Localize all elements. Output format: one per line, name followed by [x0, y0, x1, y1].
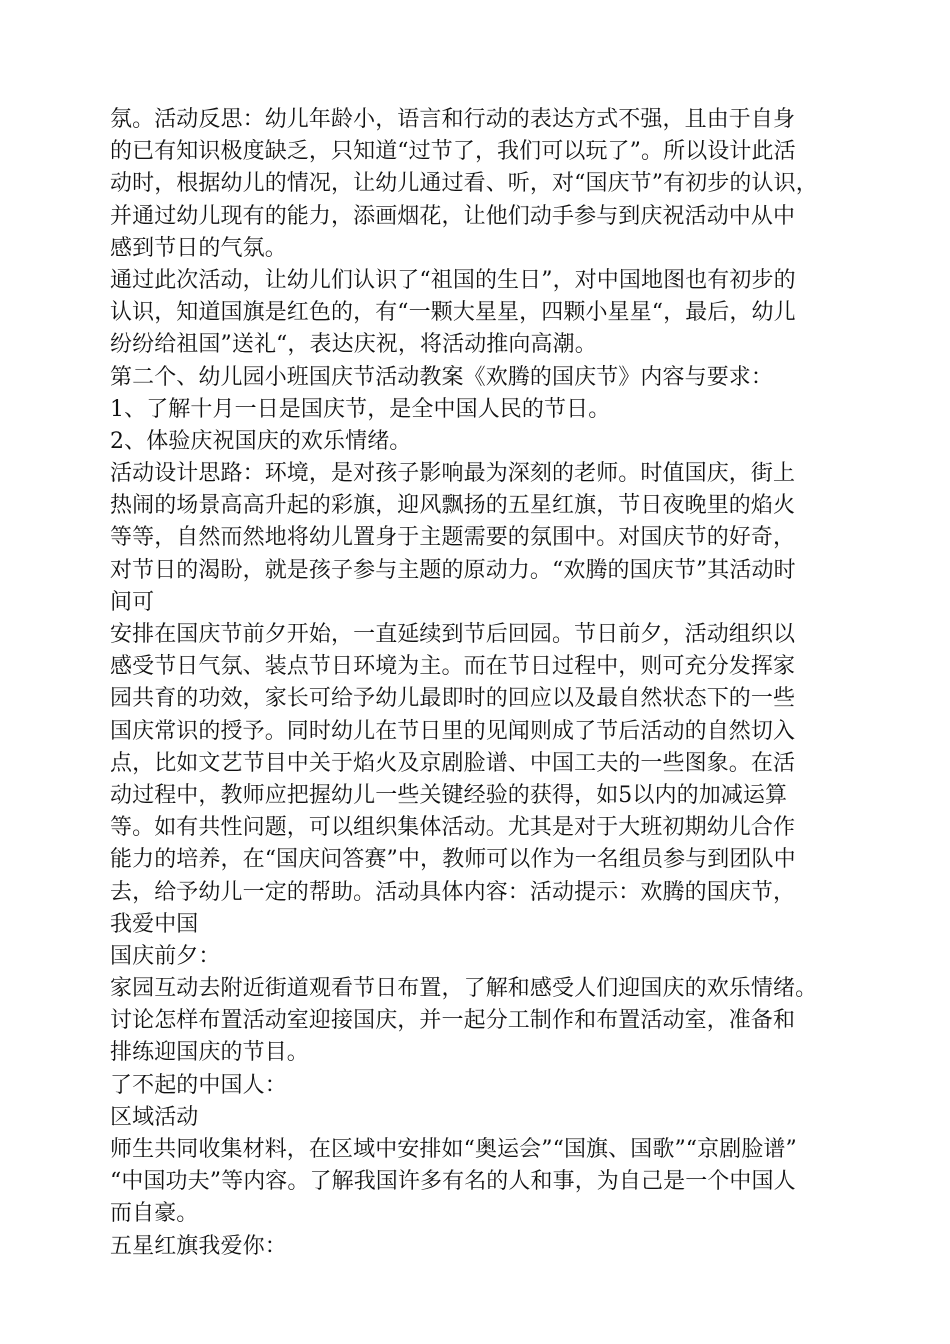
subheading: 五星红旗我爱你：: [110, 1233, 287, 1259]
text-line: 动过程中，教师应把握幼儿一些关键经验的获得，如5以内的加减运算: [110, 782, 788, 808]
text-line: 感受节日气氛、装点节日环境为主。而在节日过程中，则可充分发挥家: [110, 654, 796, 680]
text-line: 国庆常识的授予。同时幼儿在节日里的见闻则成了节后活动的自然切入: [110, 718, 796, 744]
text-line: 纷纷给祖国”送礼“，表达庆祝，将活动推向高潮。: [110, 332, 597, 358]
text-line: 排练迎国庆的节目。: [110, 1040, 309, 1066]
list-item: 1、了解十月一日是国庆节，是全中国人民的节日。: [110, 396, 611, 422]
text-line: 间可: [110, 589, 155, 615]
text-line: 家园互动去附近街道观看节日布置，了解和感受人们迎国庆的欢乐情绪。: [110, 976, 818, 1002]
text-line: 而自豪。: [110, 1201, 199, 1227]
text-line: 园共育的功效，家长可给予幼儿最即时的回应以及最自然状态下的一些: [110, 686, 796, 712]
text-line: 认识，知道国旗是红色的，有“一颗大星星，四颗小星星“，最后，幼儿: [110, 300, 796, 326]
text-line: 讨论怎样布置活动室迎接国庆，并一起分工制作和布置活动室，准备和: [110, 1008, 796, 1034]
text-line: 等等，自然而然地将幼儿置身于主题需要的氛围中。对国庆节的好奇，: [110, 525, 796, 551]
text-line: 热闹的场景高高升起的彩旗，迎风飘扬的五星红旗，节日夜晚里的焰火: [110, 493, 796, 519]
document-body: [110, 104, 850, 1263]
text-line: 师生共同收集材料，在区域中安排如“奥运会”“国旗、国歌”“京剧脸谱”: [110, 1137, 797, 1162]
text-line: 点，比如文艺节目中关于焰火及京剧脸谱、中国工夫的一些图象。在活: [110, 750, 796, 776]
subheading: 国庆前夕：: [110, 943, 221, 969]
text-line: 对节日的渴盼，就是孩子参与主题的原动力。“欢腾的国庆节”其活动时: [110, 557, 796, 583]
subheading: 区域活动: [110, 1104, 199, 1130]
text-line: “中国功夫”等内容。了解我国许多有名的人和事，为自己是一个中国人: [110, 1169, 796, 1195]
text-line: 感到节日的气氛。: [110, 235, 287, 261]
section-heading: 第二个、幼儿园小班国庆节活动教案《欢腾的国庆节》内容与要求：: [110, 364, 774, 390]
text-line: 去，给予幼儿一定的帮助。活动具体内容：活动提示：欢腾的国庆节，: [110, 879, 796, 905]
text-line: 我爱中国: [110, 911, 199, 937]
text-line: 的已有知识极度缺乏，只知道“过节了，我们可以玩了”。所以设计此活: [110, 139, 796, 165]
text-line: 动时，根据幼儿的情况，让幼儿通过看、听，对“国庆节”有初步的认识，: [110, 171, 818, 197]
text-line: 能力的培养，在“国庆问答赛”中，教师可以作为一名组员参与到团队中: [110, 847, 796, 873]
text-line: 等。如有共性问题，可以组织集体活动。尤其是对于大班初期幼儿合作: [110, 815, 796, 841]
text-line: 氛。活动反思：幼儿年龄小，语言和行动的表达方式不强，且由于自身: [110, 107, 796, 132]
text-line: 安排在国庆节前夕开始，一直延续到节后回园。节日前夕，活动组织以: [110, 622, 796, 647]
text-line: 并通过幼儿现有的能力，添画烟花，让他们动手参与到庆祝活动中从中: [110, 203, 796, 229]
text-line: 通过此次活动，让幼儿们认识了“祖国的生日”，对中国地图也有初步的: [110, 267, 796, 293]
subheading: 了不起的中国人：: [110, 1072, 287, 1098]
list-item: 2、体验庆祝国庆的欢乐情绪。: [110, 428, 412, 454]
text-line: 活动设计思路：环境，是对孩子影响最为深刻的老师。时值国庆，街上: [110, 461, 796, 487]
